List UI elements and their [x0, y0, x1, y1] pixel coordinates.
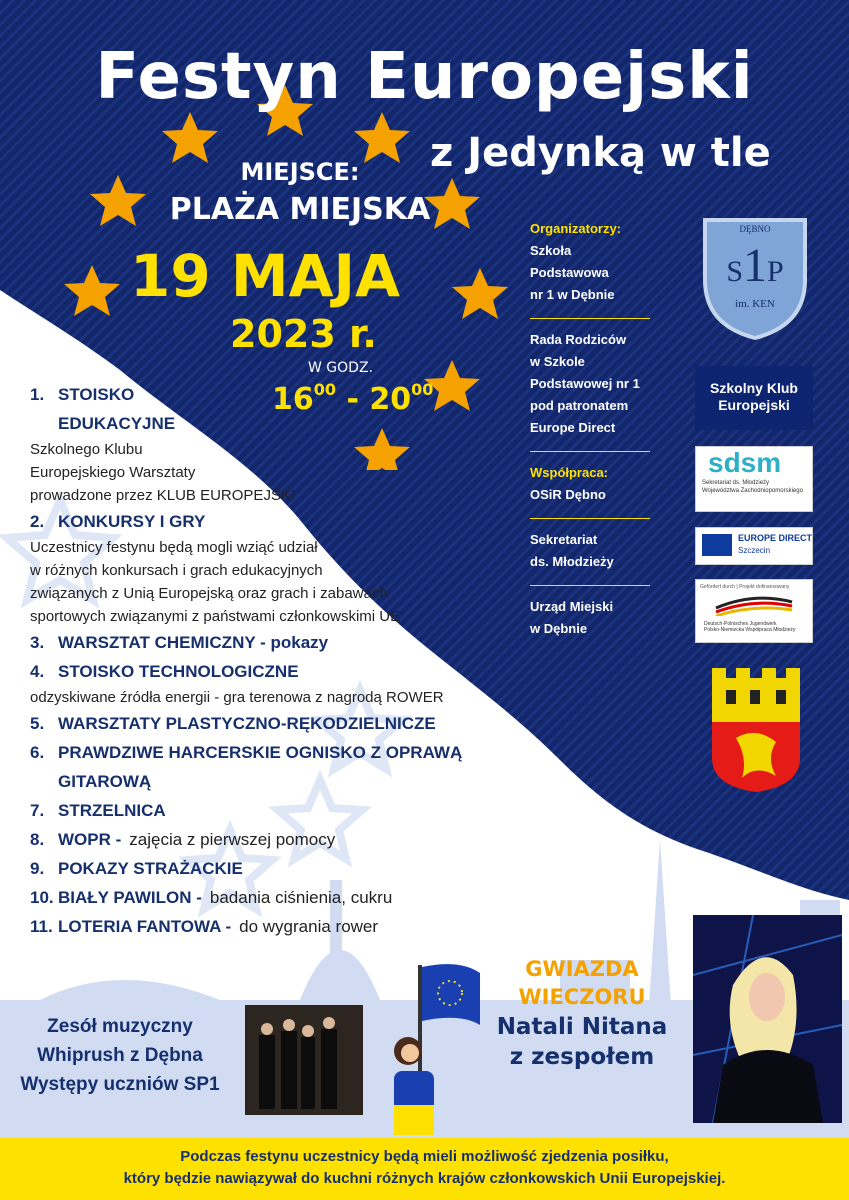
list-item: 8. WOPR - zajęcia z pierwszej pomocy [30, 830, 336, 849]
cooperation-text: OSiR Dębno [530, 487, 606, 502]
organizer-text: Rada Rodziców [530, 332, 627, 347]
list-item: 1. STOISKO [30, 385, 135, 404]
item-desc: sportowych związanymi z państwami członkowskimi UE [30, 608, 401, 625]
list-item: 11. LOTERIA FANTOWA - do wygrania rower [30, 917, 379, 936]
organizers-column [530, 218, 650, 640]
cooperation-text: ds. Młodzieży [530, 554, 614, 569]
hours-label: W GODZ. [308, 360, 373, 376]
sdsm-logo: sdsm Sekretariat ds. Młodzieży Województwa Zachodniopomorskiego [695, 446, 813, 512]
list-item: 2. KONKURSY I GRY [30, 512, 206, 531]
cooperation-text: Urząd Miejski [530, 599, 614, 614]
location-label: MIEJSCE: [240, 158, 360, 186]
cooperation-text: w Dębnie [530, 621, 588, 636]
list-item: 6. PRAWDZIWE HARCERSKIE OGNISKO Z OPRAWĄ GITAROWĄ [30, 743, 463, 791]
klub-europejski-logo: Szkolny Klub Europejski [695, 366, 813, 430]
item-desc: prowadzone przez KLUB EUROPEJSKI [30, 487, 296, 504]
event-year: 2023 r. [230, 312, 377, 356]
list-item: 3. WARSZTAT CHEMICZNY - pokazy [30, 633, 329, 652]
item-desc: odzyskiwane źródła energii - gra terenowa z nagrodą ROWER [30, 689, 444, 706]
europe-direct-logo: EUROPE DIRECT Szczecin [695, 527, 813, 565]
music-band-text: Zesół muzyczny Whiprush z Dębna Występy uczniów SP1 [20, 1016, 220, 1095]
cooperation-heading: Współpraca: [530, 465, 609, 480]
location-value: PLAŻA MIEJSKA [169, 192, 431, 227]
event-date: 19 MAJA [130, 242, 400, 310]
poster-subtitle: z Jedynką w tle [430, 130, 771, 176]
organizer-text: pod patronatem [530, 398, 629, 413]
program-list [30, 380, 530, 941]
star-photo [693, 915, 842, 1123]
event-hours: $16^{00} - 20^{00}$ [272, 380, 434, 417]
coat-of-arms-icon [712, 668, 800, 792]
school-logo: DĘBNO S1P im. KEN [700, 210, 810, 340]
bottom-info-band [0, 1138, 849, 1200]
organizers-heading: Organizatorzy: [530, 221, 622, 236]
list-item: 7. STRZELNICA [30, 801, 166, 820]
bottom-info-line: Podczas festynu uczestnicy będą mieli możliwość zjedzenia posiłku, [180, 1148, 669, 1165]
evening-star-name: Natali Nitana z zespołem [496, 1014, 668, 1070]
item-desc: Szkolnego Klubu [30, 441, 143, 458]
item-desc: związanych z Unią Europejską oraz grach i zabawach [30, 585, 388, 602]
organizer-text: Szkoła Podstawowa [530, 243, 609, 280]
item-desc: Uczestnicy festynu będą mogli wziąć udział [30, 539, 318, 556]
organizer-text: Europe Direct [530, 420, 616, 435]
band-photo [245, 1005, 363, 1115]
list-item: 10. BIAŁY PAWILON - badania ciśnienia, cukru [30, 888, 393, 907]
bottom-info-line: który będzie nawiązywał do kuchni różnych krajów członkowskich Unii Europejskiej. [123, 1170, 726, 1187]
item-desc: w różnych konkursach i grach edukacyjnych [30, 562, 323, 579]
list-item: 4. STOISKO TECHNOLOGICZNE [30, 662, 299, 681]
list-item: 5. WARSZTATY PLASTYCZNO-RĘKODZIELNICZE [30, 714, 436, 733]
organizer-text: w Szkole Podstawowej nr 1 [530, 354, 640, 391]
organizer-text: nr 1 w Dębnie [530, 287, 615, 302]
flag-girl-illustration-icon [380, 955, 490, 1135]
evening-star-heading: GWIAZDA WIECZORU [518, 957, 646, 1009]
poster-title: Festyn Europejski [95, 40, 754, 114]
list-item: 9. POKAZY STRAŻACKIE [30, 859, 243, 878]
list-item-cont: EDUKACYJNE [58, 414, 176, 433]
cooperation-text: Sekretariat [530, 532, 598, 547]
pnwm-logo: Gefördert durch | Projekt dofinansowany Deutsch-Polnisches Jugendwerk Polsko-Niemiecka Współpraca Młodzieży [695, 579, 813, 643]
item-desc: Europejskiego Warsztaty [30, 464, 196, 481]
